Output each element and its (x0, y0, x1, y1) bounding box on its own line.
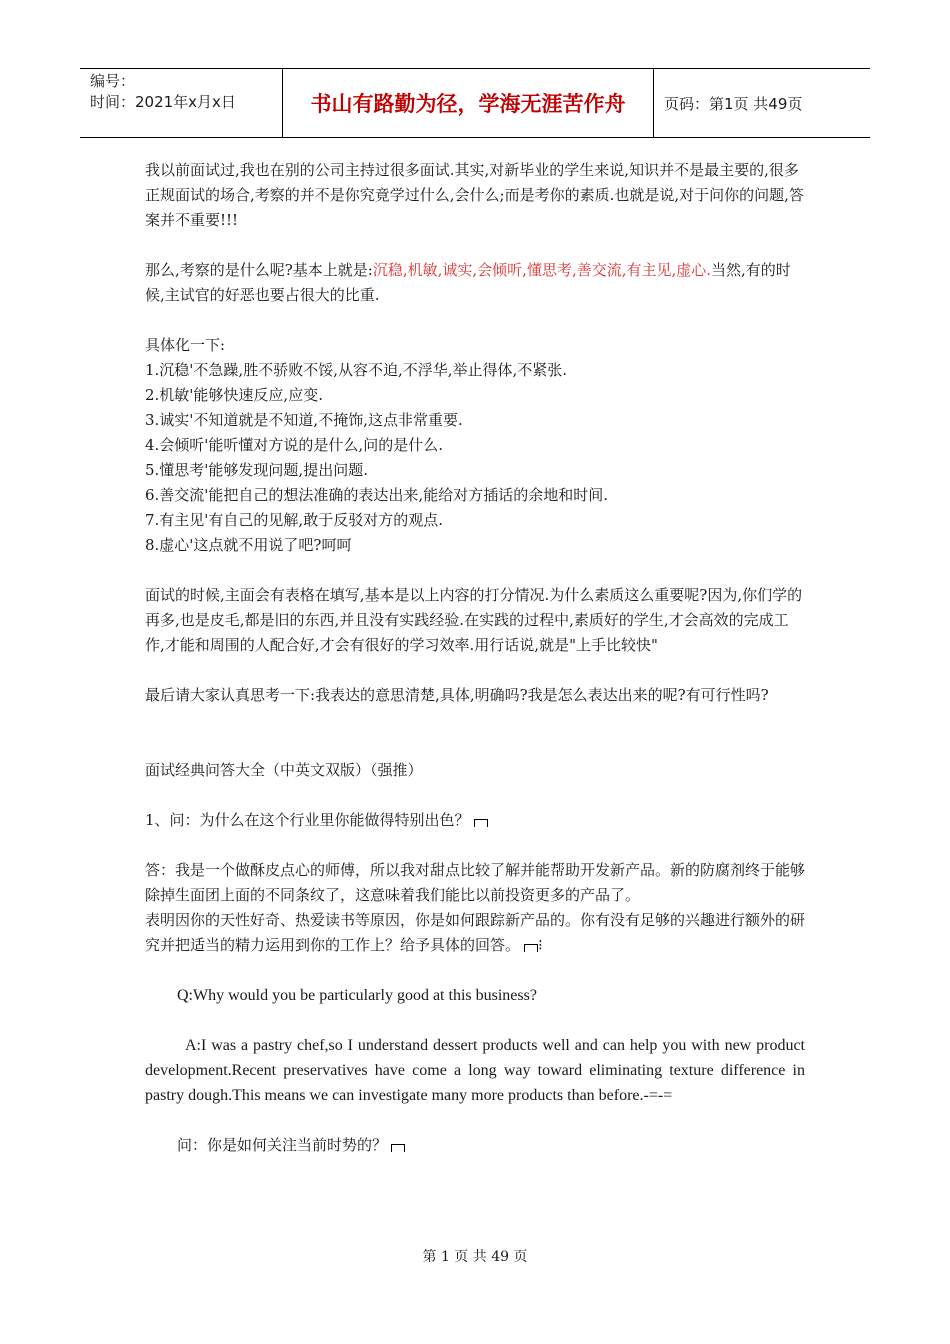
paragraph-intro: 我以前面试过,我也在别的公司主持过很多面试.其实,对新毕业的学生来说,知识并不是最主要的,很多正规面试的场合,考察的并不是你究竟学过什么,会什么;而是考你的素质.也就是说,对于问你的问题,答案并不重要!!! (145, 161, 804, 229)
section-title: 面试经典问答大全（中英文双版）（强推） (145, 761, 423, 779)
header-meta (80, 69, 282, 137)
paragraph-reflection: 最后请大家认真思考一下:我表达的意思清楚,具体,明确吗?我是怎么表达出来的呢?有可行性吗? (145, 686, 769, 704)
question-2-text: 问：你是如何关注当前时势的？ (177, 1136, 388, 1154)
answer-1-line-2-text: 表明因你的天性好奇、热爱读书等原因，你是如何跟踪新产品的。你有没有足够的兴趣进行额外的研究并把适当的精力运用到你的工作上？给予具体的回答。 (145, 911, 806, 954)
answer-1-line-1: 答：我是一个做酥皮点心的师傅，所以我对甜点比较了解并能帮助开发新产品。新的防腐剂终于能够除掉生面团上面的不同条纹了，这意味着我们能比以前投资更多的产品了。 (145, 861, 806, 904)
return-mark-icon (391, 1144, 405, 1152)
document-number-label: 编号： (90, 72, 136, 90)
qualities-highlight: 沉稳,机敏,诚实,会倾听,懂思考,善交流,有主见,虚心. (372, 261, 712, 279)
answer-1-line-2 (145, 908, 805, 958)
return-mark-icon (474, 819, 488, 827)
qualities-lead: 那么,考察的是什么呢?基本上就是: (145, 261, 373, 279)
english-answer-text: A:I was a pastry chef,so I understand dessert products well and can help you with new product development.Recent preservatives have come a long way toward eliminating texture difference in pastry dough.This means we can investigate many more products than before. (145, 1037, 805, 1104)
document-body (145, 158, 805, 1158)
page-footer: 第 1 页 共 49 页 (422, 1249, 528, 1265)
english-answer (145, 1033, 805, 1108)
qualities-tail: 当然,有的时候,主试官的好恶也要占很大的比重. (145, 261, 791, 304)
question-1 (145, 808, 805, 833)
list-item: 1.沉稳'不急躁,胜不骄败不馁,从容不迫,不浮华,举止得体,不紧张. (145, 361, 568, 379)
list-item: 3.诚实'不知道就是不知道,不掩饰,这点非常重要. (145, 411, 463, 429)
list-item: 8.虚心'这点就不用说了吧?呵呵 (145, 536, 352, 554)
question-2 (145, 1133, 805, 1158)
page-header (80, 68, 870, 138)
answer-1-tail: ⁝ (538, 936, 543, 954)
english-answer-tail: -=-= (643, 1087, 673, 1104)
document-time: 时间：2021年x月x日 (90, 93, 236, 111)
header-page-code: 页码：第1页 共49页 (664, 94, 803, 113)
paragraph-qualities (145, 258, 805, 308)
english-question: Q:Why would you be particularly good at this business? (177, 987, 537, 1004)
question-1-text: 1、问：为什么在这个行业里你能做得特别出色？ (145, 811, 470, 829)
paragraph-scoring: 面试的时候,主面会有表格在填写,基本是以上内容的打分情况.为什么素质这么重要呢?因为,你们学的再多,也是皮毛,都是旧的东西,并且没有实践经验.在实践的过程中,素质好的学生,才会高效的完成工作,才能和周围的人配合好,才会有很好的学习效率.用行话说,就是"上手比较快" (145, 586, 803, 654)
list-item: 5.懂思考'能够发现问题,提出问题. (145, 461, 368, 479)
list-item: 7.有主见'有自己的见解,敢于反驳对方的观点. (145, 511, 443, 529)
list-item: 4.会倾听'能听懂对方说的是什么,问的是什么. (145, 436, 443, 454)
list-title: 具体化一下: (145, 336, 226, 354)
list-item: 2.机敏'能够快速反应,应变. (145, 386, 323, 404)
header-motto: 书山有路勤为径，学海无涯苦作舟 (282, 69, 654, 137)
list-item: 6.善交流'能把自己的想法准确的表达出来,能给对方插话的余地和时间. (145, 486, 608, 504)
return-mark-icon (524, 944, 538, 952)
